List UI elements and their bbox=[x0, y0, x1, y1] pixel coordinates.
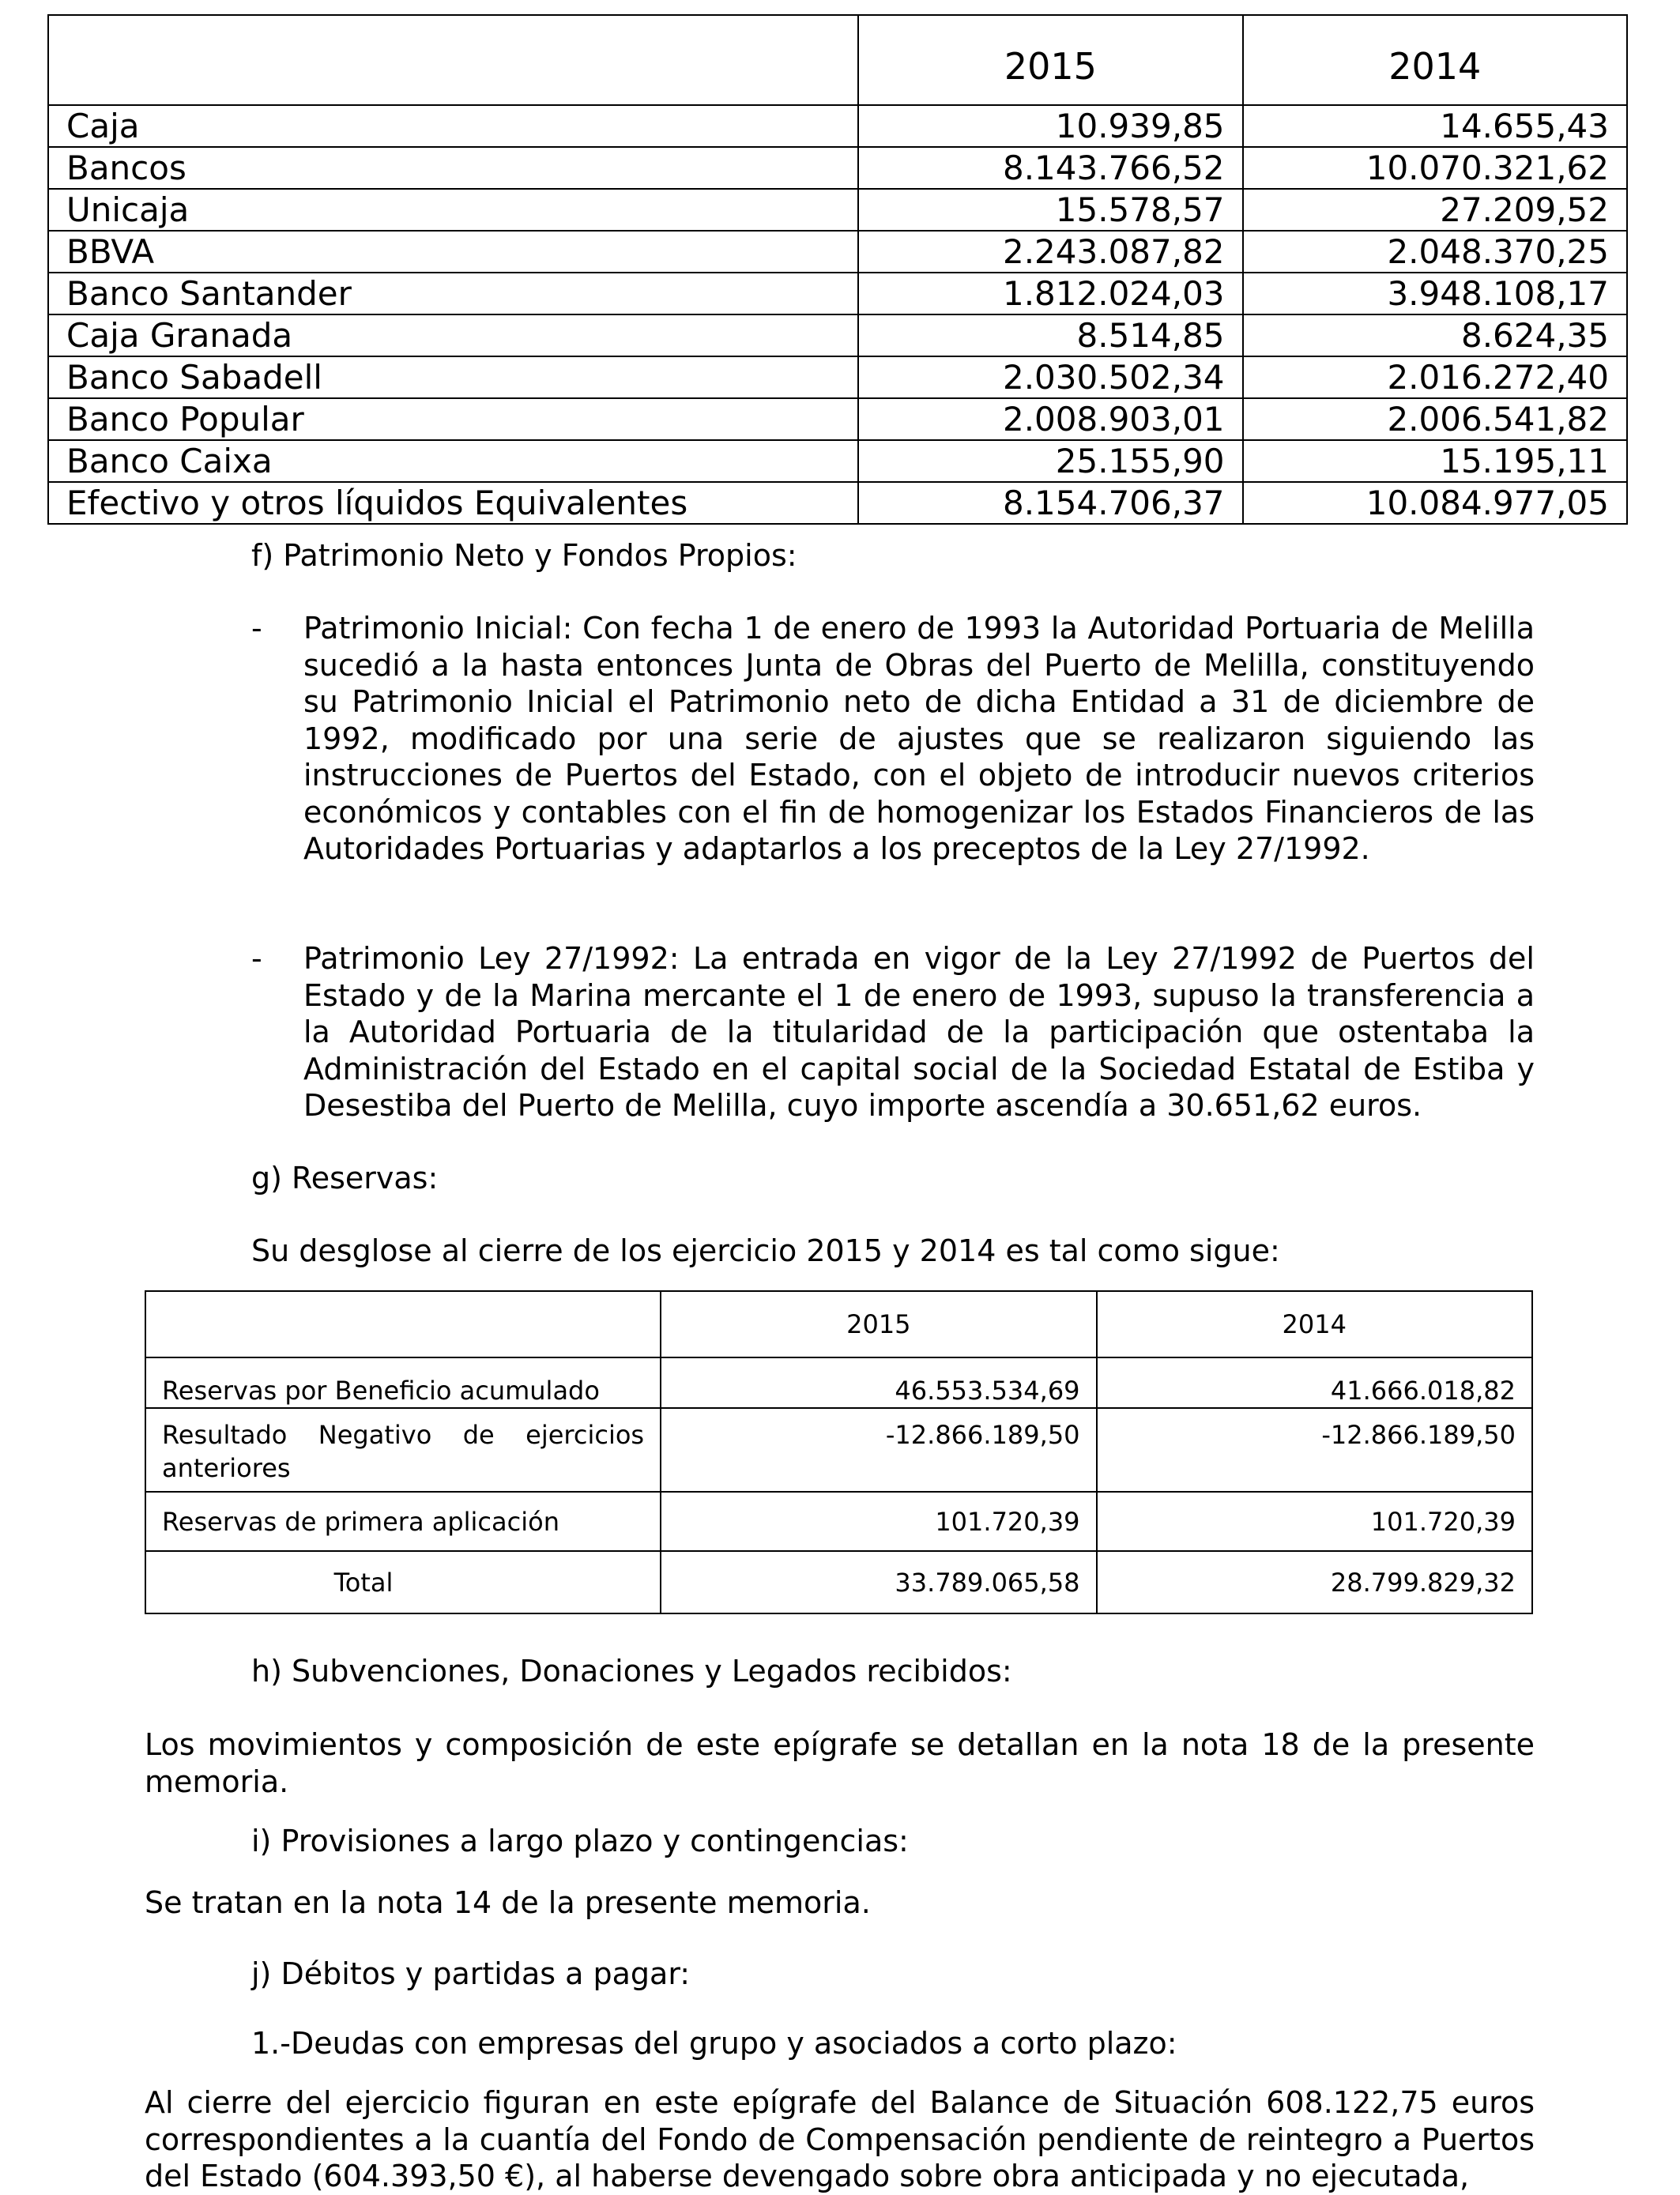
value-2015: 46.553.534,69 bbox=[661, 1357, 1096, 1408]
row-label: BBVA bbox=[48, 231, 858, 273]
row-label: Bancos bbox=[48, 147, 858, 189]
value-2015: 101.720,39 bbox=[661, 1492, 1096, 1551]
header-cell bbox=[145, 1291, 661, 1357]
table-row bbox=[48, 147, 1627, 189]
table-row bbox=[145, 1408, 1532, 1492]
section-i-heading: i) Provisiones a largo plazo y contingencias: bbox=[251, 1824, 909, 1858]
row-label: Banco Popular bbox=[48, 398, 858, 440]
cash-table bbox=[47, 14, 1628, 525]
row-label: Caja Granada bbox=[48, 314, 858, 356]
row-label: Banco Santander bbox=[48, 273, 858, 314]
value-2015: 1.812.024,03 bbox=[858, 273, 1242, 314]
reserves-table-header bbox=[145, 1291, 1532, 1357]
value-2014: 2.006.541,82 bbox=[1243, 398, 1627, 440]
reserves-table bbox=[145, 1290, 1533, 1614]
row-label: Banco Caixa bbox=[48, 440, 858, 482]
value-2014: 15.195,11 bbox=[1243, 440, 1627, 482]
value-2015: -12.866.189,50 bbox=[661, 1408, 1096, 1492]
value-2014: 27.209,52 bbox=[1243, 189, 1627, 231]
header-cell-2014: 2014 bbox=[1243, 15, 1627, 105]
section-g-heading: g) Reservas: bbox=[251, 1161, 439, 1195]
row-label: Reservas de primera aplicación bbox=[145, 1492, 661, 1551]
row-label: Caja bbox=[48, 105, 858, 147]
value-2014: 2.048.370,25 bbox=[1243, 231, 1627, 273]
row-label: Reservas por Beneficio acumulado bbox=[145, 1357, 661, 1408]
header-cell-2015: 2015 bbox=[858, 15, 1242, 105]
bullet-dash: - bbox=[251, 941, 262, 976]
section-i-text: Se tratan en la nota 14 de la presente memoria. bbox=[145, 1885, 871, 1920]
header-cell-2015: 2015 bbox=[661, 1291, 1096, 1357]
table-row bbox=[145, 1357, 1532, 1408]
section-f-item-patrimonio-inicial: Patrimonio Inicial: Con fecha 1 de enero de 1993 la Autoridad Portuaria de Melilla sucedió a la hasta entonces Junta de Obras del Puerto de Melilla, constituyendo su Patrimonio Inicial el Patrimonio neto de dicha Entidad a 31 de diciembre de 1992, modificado por una serie de ajustes que se realizaron siguiendo las instrucciones de Puertos del Estado, con el objeto de introducir nuevos criterios económicos y contables con el fin de homogenizar los Estados Financieros de las Autoridades Portuarias y adaptarlos a los preceptos de la Ley 27/1992. bbox=[303, 611, 1535, 866]
row-label: Efectivo y otros líquidos Equivalentes bbox=[48, 482, 858, 524]
cash-table-header bbox=[48, 15, 1627, 105]
value-2015: 8.154.706,37 bbox=[858, 482, 1242, 524]
header-cell-2014: 2014 bbox=[1097, 1291, 1532, 1357]
value-2014: 10.070.321,62 bbox=[1243, 147, 1627, 189]
table-total-row bbox=[48, 482, 1627, 524]
total-2015: 33.789.065,58 bbox=[661, 1551, 1096, 1613]
section-j-heading: j) Débitos y partidas a pagar: bbox=[251, 1956, 691, 1991]
table-row bbox=[48, 398, 1627, 440]
value-2015: 15.578,57 bbox=[858, 189, 1242, 231]
value-2015: 25.155,90 bbox=[858, 440, 1242, 482]
section-h-heading: h) Subvenciones, Donaciones y Legados recibidos: bbox=[251, 1654, 1012, 1689]
value-2015: 2.243.087,82 bbox=[858, 231, 1242, 273]
table-row bbox=[48, 273, 1627, 314]
table-row bbox=[48, 356, 1627, 398]
value-2014: 8.624,35 bbox=[1243, 314, 1627, 356]
table-row bbox=[48, 189, 1627, 231]
section-h-text: Los movimientos y composición de este epígrafe se detallan en la nota 18 de la presente memoria. bbox=[145, 1727, 1535, 1799]
section-f-item-patrimonio-ley: Patrimonio Ley 27/1992: La entrada en vigor de la Ley 27/1992 de Puertos del Estado y de la Marina mercante el 1 de enero de 1993, supuso la transferencia a la Autoridad Portuaria de la titularidad de la participación que ostentaba la Administración del Estado en el capital social de la Sociedad Estatal de Estiba y Desestiba del Puerto de Melilla, cuyo importe ascendía a 30.651,62 euros. bbox=[303, 941, 1535, 1123]
table-row bbox=[145, 1492, 1532, 1551]
section-g-intro: Su desglose al cierre de los ejercicio 2015 y 2014 es tal como sigue: bbox=[251, 1233, 1280, 1268]
table-row bbox=[48, 314, 1627, 356]
value-2015: 10.939,85 bbox=[858, 105, 1242, 147]
value-2014: 2.016.272,40 bbox=[1243, 356, 1627, 398]
table-row bbox=[48, 231, 1627, 273]
value-2015: 8.143.766,52 bbox=[858, 147, 1242, 189]
section-j-text: Al cierre del ejercicio figuran en este epígrafe del Balance de Situación 608.122,75 euros correspondientes a la cuantía del Fondo de Compensación pendiente de reintegro a Puertos del Estado (604.393,50 €), al haberse devengado sobre obra anticipada y no ejecutada, bbox=[145, 2085, 1535, 2193]
value-2015: 2.030.502,34 bbox=[858, 356, 1242, 398]
section-f-heading: f) Patrimonio Neto y Fondos Propios: bbox=[251, 538, 797, 573]
bullet-dash: - bbox=[251, 611, 262, 646]
total-label: Total bbox=[145, 1551, 661, 1613]
value-2014: 41.666.018,82 bbox=[1097, 1357, 1532, 1408]
total-2014: 28.799.829,32 bbox=[1097, 1551, 1532, 1613]
value-2014: 3.948.108,17 bbox=[1243, 273, 1627, 314]
row-label: Resultado Negativo de ejercicios anteriores bbox=[145, 1408, 661, 1492]
table-row bbox=[48, 440, 1627, 482]
value-2014: 14.655,43 bbox=[1243, 105, 1627, 147]
value-2014: -12.866.189,50 bbox=[1097, 1408, 1532, 1492]
row-label: Unicaja bbox=[48, 189, 858, 231]
value-2014: 101.720,39 bbox=[1097, 1492, 1532, 1551]
header-cell bbox=[48, 15, 858, 105]
value-2014: 10.084.977,05 bbox=[1243, 482, 1627, 524]
table-total-row bbox=[145, 1551, 1532, 1613]
section-j-subheading: 1.-Deudas con empresas del grupo y asociados a corto plazo: bbox=[251, 2026, 1177, 2061]
value-2015: 2.008.903,01 bbox=[858, 398, 1242, 440]
table-row bbox=[48, 105, 1627, 147]
row-label: Banco Sabadell bbox=[48, 356, 858, 398]
value-2015: 8.514,85 bbox=[858, 314, 1242, 356]
